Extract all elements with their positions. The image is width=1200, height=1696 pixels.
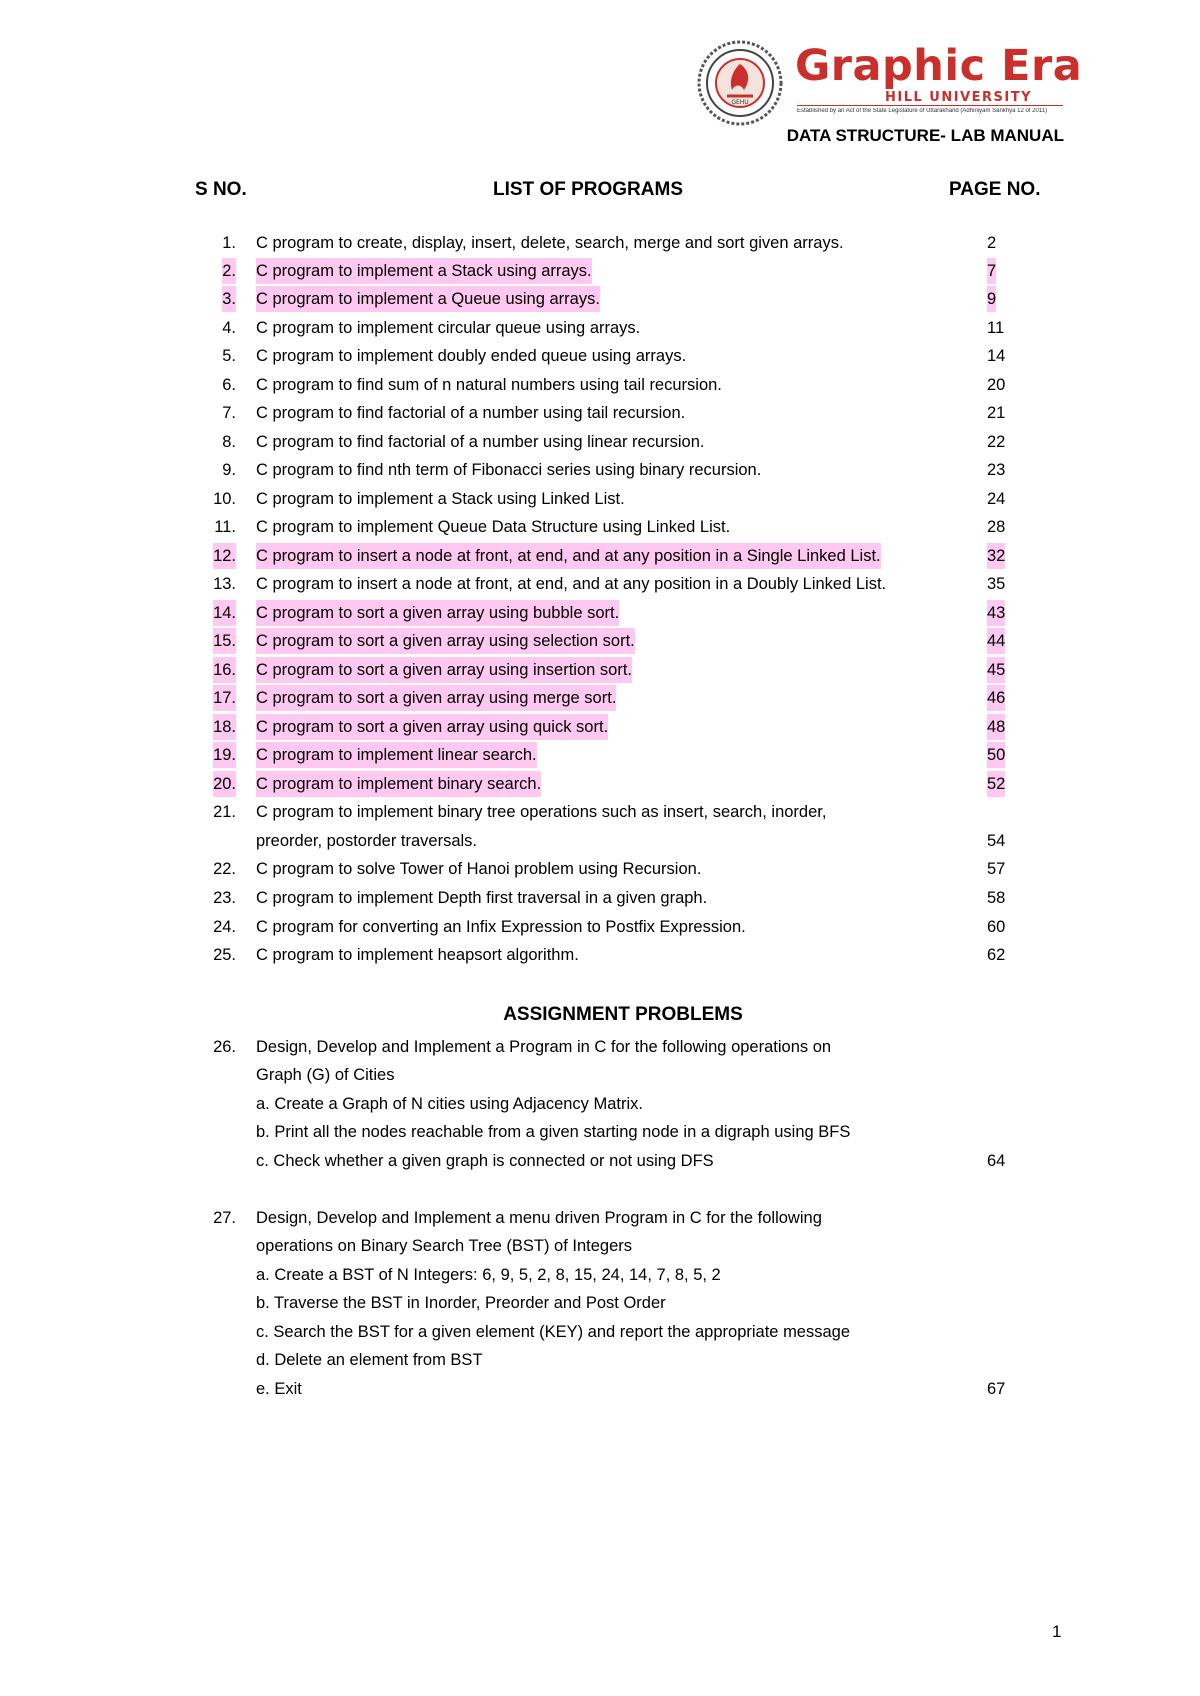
list-item <box>0 1262 1200 1290</box>
logo-subtitle: HILL UNIVERSITY <box>885 90 1033 105</box>
item-text: C program to find factorial of a number using tail recursion. <box>256 404 686 422</box>
item-text: C program to implement Depth first traversal in a given graph. <box>256 889 708 907</box>
item-page: 9 <box>987 286 996 312</box>
item-page: 57 <box>987 860 1006 878</box>
column-header-page: PAGE NO. <box>949 179 1041 200</box>
item-text: c. Search the BST for a given element (KEY) and report the appropriate message <box>256 1323 851 1341</box>
item-page: 44 <box>987 628 1005 654</box>
item-number: 13. <box>213 575 236 593</box>
list-item <box>0 742 1200 770</box>
item-number: 4. <box>222 319 236 337</box>
item-page: 58 <box>987 889 1006 907</box>
item-text: C program to implement binary tree operations such as insert, search, inorder, <box>256 803 827 821</box>
list-item <box>0 486 1200 514</box>
university-seal-icon <box>697 40 783 126</box>
item-page: 28 <box>987 518 1006 536</box>
item-text: C program to insert a node at front, at end, and at any position in a Doubly Linked List. <box>256 575 887 593</box>
list-item <box>0 258 1200 286</box>
item-text: C program to implement circular queue using arrays. <box>256 319 641 337</box>
page-number: 1 <box>1052 1622 1062 1641</box>
item-number: 5. <box>222 347 236 365</box>
item-text: C program to implement linear search. <box>256 742 537 768</box>
svg-text:GEHU: GEHU <box>731 99 749 106</box>
list-item <box>0 914 1200 942</box>
column-header-sno: S NO. <box>195 179 247 200</box>
item-number: 9. <box>222 461 236 479</box>
logo-established: Established by an Act of the State Legislature of Uttarakhand (Adhiniyam Sankhya 12 of 2011) <box>797 108 1048 114</box>
item-number: 8. <box>222 433 236 451</box>
item-page: 45 <box>987 657 1005 683</box>
item-number: 7. <box>222 404 236 422</box>
list-item <box>0 1376 1200 1404</box>
item-text: d. Delete an element from BST <box>256 1351 483 1369</box>
item-page: 11 <box>987 319 1005 337</box>
item-page: 14 <box>987 347 1006 365</box>
list-item <box>0 514 1200 542</box>
list-item <box>0 457 1200 485</box>
list-item <box>0 1148 1200 1176</box>
item-page: 46 <box>987 685 1005 711</box>
item-text: C program to sort a given array using bubble sort. <box>256 600 619 626</box>
item-page: 54 <box>987 832 1006 850</box>
item-text: b. Traverse the BST in Inorder, Preorder and Post Order <box>256 1294 666 1312</box>
item-page: 48 <box>987 714 1005 740</box>
list-item <box>0 628 1200 656</box>
list-item <box>0 286 1200 314</box>
item-number: 22. <box>213 860 236 878</box>
item-number: 1. <box>222 234 236 252</box>
item-page: 32 <box>987 543 1005 569</box>
list-item <box>0 1062 1200 1090</box>
item-text: a. Create a Graph of N cities using Adjacency Matrix. <box>256 1095 644 1113</box>
item-page: 35 <box>987 575 1006 593</box>
item-text: C program to implement a Queue using arrays. <box>256 286 600 312</box>
item-text: Graph (G) of Cities <box>256 1066 395 1084</box>
item-number: 6. <box>222 376 236 394</box>
list-item <box>0 799 1200 827</box>
list-item <box>0 1205 1200 1233</box>
item-page: 21 <box>987 404 1006 422</box>
list-item <box>0 571 1200 599</box>
item-text: C program to create, display, insert, delete, search, merge and sort given arrays. <box>256 234 844 252</box>
list-item <box>0 1233 1200 1261</box>
item-text: C program to sort a given array using merge sort. <box>256 685 616 711</box>
item-number: 27. <box>213 1209 236 1227</box>
item-text: Design, Develop and Implement a menu driven Program in C for the following <box>256 1209 822 1227</box>
item-number: 11. <box>214 518 236 536</box>
item-page: 60 <box>987 918 1006 936</box>
item-page: 62 <box>987 946 1006 964</box>
item-page: 24 <box>987 490 1006 508</box>
item-text: C program for converting an Infix Expression to Postfix Expression. <box>256 918 746 936</box>
list-item <box>0 343 1200 371</box>
list-item <box>0 771 1200 799</box>
column-header-list: LIST OF PROGRAMS <box>493 179 683 200</box>
item-text: C program to sort a given array using quick sort. <box>256 714 608 740</box>
list-item <box>0 685 1200 713</box>
item-text: C program to find sum of n natural numbers using tail recursion. <box>256 376 722 394</box>
item-text: C program to implement a Stack using arrays. <box>256 258 592 284</box>
item-number: 19. <box>213 742 236 768</box>
item-text: c. Check whether a given graph is connected or not using DFS <box>256 1152 714 1170</box>
item-text: e. Exit <box>256 1380 302 1398</box>
item-text: preorder, postorder traversals. <box>256 832 478 850</box>
list-item <box>0 600 1200 628</box>
item-number: 12. <box>213 543 236 569</box>
logo-divider <box>797 105 1063 106</box>
item-number: 23. <box>213 889 236 907</box>
item-number: 21. <box>213 803 236 821</box>
logo-name: Graphic Era <box>795 41 1083 91</box>
item-text: C program to implement doubly ended queue using arrays. <box>256 347 687 365</box>
list-item <box>0 230 1200 258</box>
item-page: 52 <box>987 771 1005 797</box>
item-number: 2. <box>222 258 236 284</box>
item-text: Design, Develop and Implement a Program in C for the following operations on <box>256 1038 832 1056</box>
item-text: C program to insert a node at front, at end, and at any position in a Single Linked List. <box>256 543 881 569</box>
item-page: 43 <box>987 600 1005 626</box>
list-item <box>0 372 1200 400</box>
item-text: C program to find nth term of Fibonacci series using binary recursion. <box>256 461 762 479</box>
list-item <box>0 714 1200 742</box>
list-item <box>0 856 1200 884</box>
list-item <box>0 1091 1200 1119</box>
assignment-section-title: ASSIGNMENT PROBLEMS <box>503 1004 743 1025</box>
item-page: 23 <box>987 461 1006 479</box>
list-item <box>0 1347 1200 1375</box>
item-number: 24. <box>213 918 236 936</box>
item-page: 67 <box>987 1380 1006 1398</box>
list-item <box>0 942 1200 970</box>
list-item <box>0 400 1200 428</box>
list-item <box>0 1290 1200 1318</box>
item-text: C program to sort a given array using insertion sort. <box>256 657 632 683</box>
item-number: 14. <box>213 600 236 626</box>
item-text: C program to implement a Stack using Linked List. <box>256 490 625 508</box>
list-item <box>0 315 1200 343</box>
item-number: 18. <box>213 714 236 740</box>
item-text: C program to solve Tower of Hanoi problem using Recursion. <box>256 860 702 878</box>
university-logo <box>697 40 1083 126</box>
item-number: 25. <box>213 946 236 964</box>
item-number: 17. <box>213 685 236 711</box>
list-item <box>0 429 1200 457</box>
item-text: b. Print all the nodes reachable from a given starting node in a digraph using BFS <box>256 1123 851 1141</box>
item-text: C program to implement binary search. <box>256 771 541 797</box>
item-page: 2 <box>987 234 997 252</box>
item-number: 20. <box>213 771 236 797</box>
list-item <box>0 1319 1200 1347</box>
list-item <box>0 1034 1200 1062</box>
list-item <box>0 1119 1200 1147</box>
item-page: 64 <box>987 1152 1006 1170</box>
manual-title: DATA STRUCTURE- LAB MANUAL <box>786 126 1064 145</box>
list-item <box>0 657 1200 685</box>
list-item <box>0 828 1200 856</box>
item-text: a. Create a BST of N Integers: 6, 9, 5, 2, 8, 15, 24, 14, 7, 8, 5, 2 <box>256 1266 721 1284</box>
item-number: 10. <box>213 490 236 508</box>
item-text: operations on Binary Search Tree (BST) of Integers <box>256 1237 633 1255</box>
list-item <box>0 885 1200 913</box>
item-page: 20 <box>987 376 1006 394</box>
item-number: 26. <box>213 1038 236 1056</box>
item-text: C program to implement Queue Data Structure using Linked List. <box>256 518 731 536</box>
item-text: C program to find factorial of a number using linear recursion. <box>256 433 705 451</box>
list-item <box>0 543 1200 571</box>
item-number: 3. <box>222 286 236 312</box>
item-text: C program to implement heapsort algorithm. <box>256 946 579 964</box>
item-page: 50 <box>987 742 1005 768</box>
item-number: 16. <box>213 657 236 683</box>
item-page: 22 <box>987 433 1006 451</box>
item-text: C program to sort a given array using selection sort. <box>256 628 635 654</box>
item-number: 15. <box>213 628 236 654</box>
item-page: 7 <box>987 258 996 284</box>
